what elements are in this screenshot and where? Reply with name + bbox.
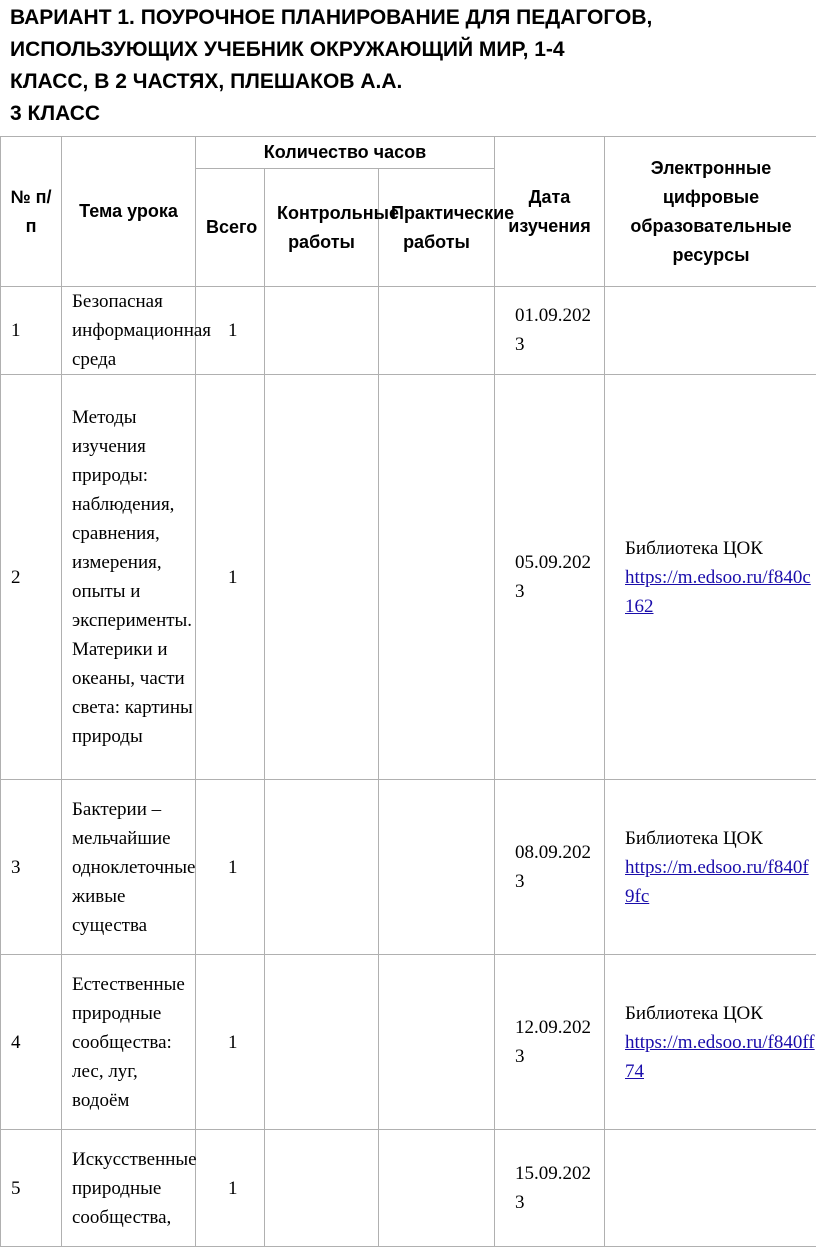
row-num: 1 [1,287,62,375]
row-date: 15.09.2023 [495,1130,605,1247]
table-row [1,287,816,375]
row-practical [379,1130,495,1247]
row-topic: Искусственные природные сообщества, [62,1130,196,1247]
row-date: 05.09.2023 [495,375,605,780]
title-line-1: ВАРИАНТ 1. ПОУРОЧНОЕ ПЛАНИРОВАНИЕ ДЛЯ ПЕДАГОГОВ, [10,6,653,29]
row-control [265,375,379,780]
row-resources [605,955,816,1130]
row-resources [605,780,816,955]
header-control: Контрольные работы [265,169,379,287]
title-line-2: ИСПОЛЬЗУЮЩИХ УЧЕБНИК ОКРУЖАЮЩИЙ МИР, 1-4 [10,38,565,61]
row-topic: Естественные природные сообщества: лес, луг, водоём [62,955,196,1130]
row-practical [379,375,495,780]
row-resources [605,287,816,375]
title-line-4: 3 КЛАСС [10,102,101,125]
header-practical: Практические работы [379,169,495,287]
row-total: 1 [196,780,265,955]
lesson-plan-table [0,136,816,1247]
table-row [1,955,816,1130]
row-num: 3 [1,780,62,955]
resource-label: Библиотека ЦОК [625,827,763,849]
table-row [1,1130,816,1247]
resource-link[interactable]: https://m.edsoo.ru/f840c162 [625,566,811,617]
row-resources [605,375,816,780]
row-topic: Бактерии – мельчайшие одноклеточные живые существа [62,780,196,955]
row-date: 12.09.2023 [495,955,605,1130]
row-num: 2 [1,375,62,780]
row-total: 1 [196,287,265,375]
row-date: 08.09.2023 [495,780,605,955]
row-topic: Безопасная информационная среда [62,287,196,375]
header-resources: Электронные цифровые образовательные ресурсы [605,137,816,287]
row-num: 4 [1,955,62,1130]
table-row [1,780,816,955]
resource-label: Библиотека ЦОК [625,1002,763,1024]
row-total: 1 [196,375,265,780]
header-total: Всего [196,169,265,287]
header-num: № п/п [1,137,62,287]
row-total: 1 [196,1130,265,1247]
row-practical [379,780,495,955]
row-topic: Методы изучения природы: наблюдения, сравнения, измерения, опыты и эксперименты. Материки и океаны, части света: картины природы [62,375,196,780]
row-control [265,955,379,1130]
document-title [10,2,810,130]
row-num: 5 [1,1130,62,1247]
resource-link[interactable]: https://m.edsoo.ru/f840f9fc [625,856,809,907]
header-date: Дата изучения [495,137,605,287]
table-row [1,375,816,780]
title-line-3: КЛАСС, В 2 ЧАСТЯХ, ПЛЕШАКОВ А.А. [10,70,403,93]
header-topic: Тема урока [62,137,196,287]
row-control [265,287,379,375]
resource-link[interactable]: https://m.edsoo.ru/f840ff74 [625,1031,815,1082]
row-total: 1 [196,955,265,1130]
row-resources [605,1130,816,1247]
row-control [265,1130,379,1247]
header-hours-group: Количество часов [196,137,495,169]
resource-label: Библиотека ЦОК [625,537,763,559]
row-practical [379,955,495,1130]
row-control [265,780,379,955]
row-date: 01.09.2023 [495,287,605,375]
row-practical [379,287,495,375]
